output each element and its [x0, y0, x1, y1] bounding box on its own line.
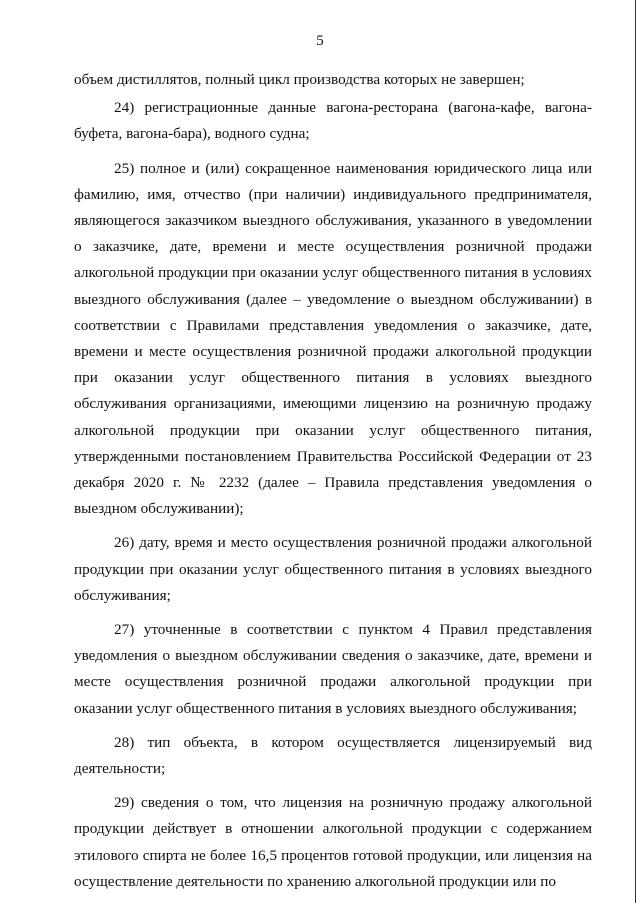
page-number: 5 [316, 33, 324, 49]
paragraph-item-27: 27) уточненные в соответствии с пунктом 4 Правил представления уведомления о выездном обслуживании сведения о заказчике, дате, времени и месте осуществления розничной продажи алкогольной продукции при оказании услуг общественного питания в условиях выездного обслуживания; [74, 621, 592, 717]
paragraph-item-29: 29) сведения о том, что лицензия на розничную продажу алкогольной продукции действует в отношении алкогольной продукции с содержанием этилового спирта не более 16,5 процентов готовой продукции, или лицензия на осуществление деятельности по хранению алкогольной продукции или по [74, 794, 592, 890]
paragraph-item-28: 28) тип объекта, в котором осуществляется лицензируемый вид деятельности; [74, 733, 592, 778]
document-body [74, 67, 592, 897]
scan-edge-line [635, 0, 636, 903]
paragraph-continuation: объем дистиллятов, полный цикл производства которых не завершен; [74, 71, 525, 88]
paragraph-item-26: 26) дату, время и место осуществления розничной продажи алкогольной продукции при оказании услуг общественного питания в условиях выездного обслуживания; [74, 534, 592, 604]
paragraph-item-25: 25) полное и (или) сокращенное наименования юридического лица или фамилию, имя, отчество (при наличии) индивидуального предпринимателя, являющегося заказчиком выездного обслуживания, указанного в уведомлении о заказчике, дате, времени и месте осуществления розничной продажи алкогольной продукции при оказании услуг общественного питания в условиях выездного обслуживания (далее – уведомление о выездном обслуживании) в соответствии с Правилами представления уведомления о заказчике, дате, времени и месте осуществления розничной продажи алкогольной продукции при оказании услуг общественного питания в условиях выездного обслуживания организациями, имеющими лицензию на розничную продажу алкогольной продукции при оказании услуг общественного питания, утвержденными постановлением Правительства Российской Федерации от 23 декабря 2020 г. № 2232 (далее – Правила представления уведомления о выездном обслуживании); [74, 159, 592, 518]
paragraph-item-24: 24) регистрационные данные вагона-ресторана (вагона-кафе, вагона-буфета, вагона-бара), водного судна; [74, 99, 592, 143]
